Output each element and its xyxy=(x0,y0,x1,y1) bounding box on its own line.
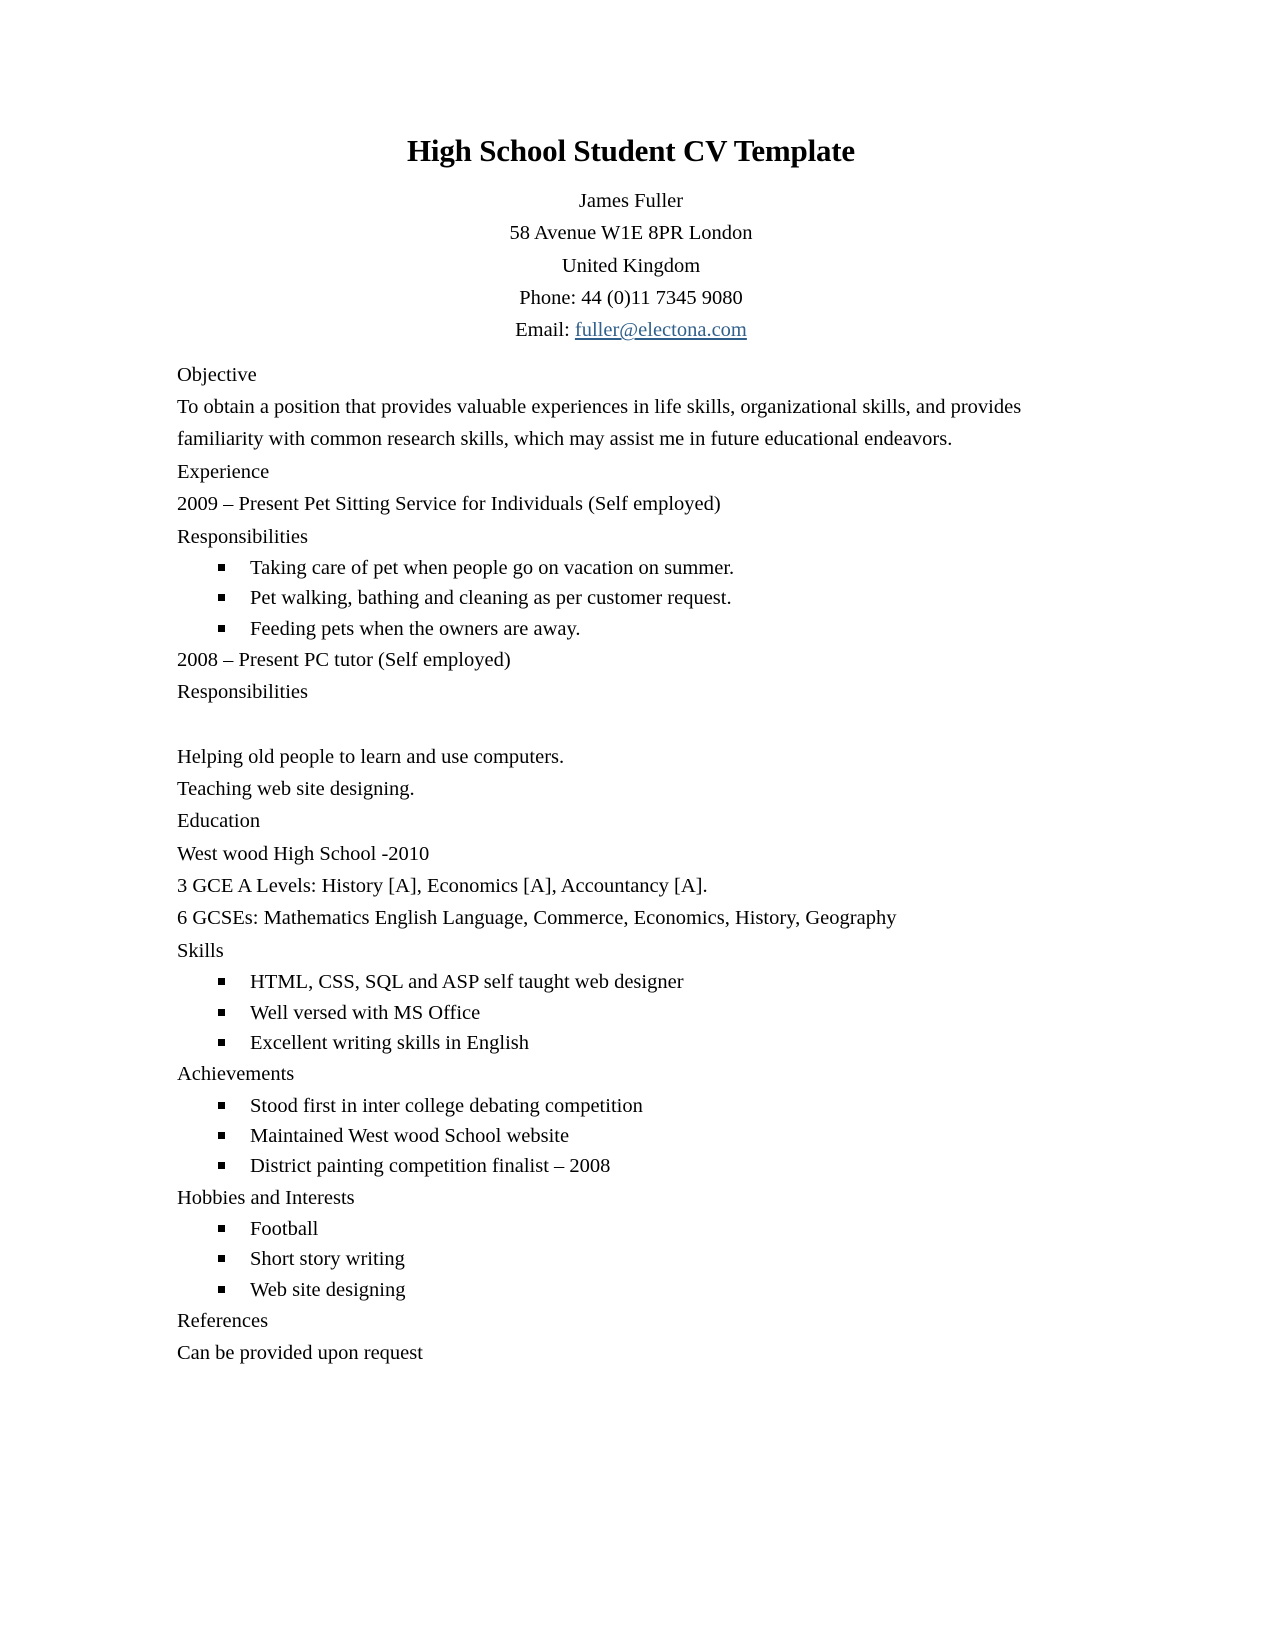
square-bullet-icon xyxy=(218,564,225,571)
list-item xyxy=(177,1214,1077,1244)
square-bullet-icon xyxy=(218,594,225,601)
experience-job1-bullet-list xyxy=(177,553,1077,644)
section-heading-education: Education xyxy=(177,810,261,833)
list-item xyxy=(177,614,1077,644)
square-bullet-icon xyxy=(218,1132,225,1139)
list-item-label: HTML, CSS, SQL and ASP self taught web designer xyxy=(250,971,684,994)
page-title: High School Student CV Template xyxy=(407,133,855,168)
list-item xyxy=(177,998,1077,1028)
square-bullet-icon xyxy=(218,1162,225,1169)
list-item-label: Stood first in inter college debating competition xyxy=(250,1094,643,1117)
candidate-name: James Fuller xyxy=(578,189,684,212)
list-item xyxy=(177,1151,1077,1181)
list-item-label: Excellent writing skills in English xyxy=(250,1031,530,1054)
square-bullet-icon xyxy=(218,1286,225,1293)
square-bullet-icon xyxy=(218,978,225,985)
section-heading-references: References xyxy=(177,1309,269,1332)
skills-bullet-list xyxy=(177,967,1077,1058)
candidate-country: United Kingdom xyxy=(561,254,701,277)
list-item xyxy=(177,583,1077,613)
candidate-address: 58 Avenue W1E 8PR London xyxy=(509,222,753,245)
hobbies-bullet-list xyxy=(177,1214,1077,1305)
list-item-label: Taking care of pet when people go on vacation on summer. xyxy=(250,556,735,579)
education-line-1: West wood High School -2010 xyxy=(177,842,430,865)
list-item-label: Well versed with MS Office xyxy=(250,1001,481,1024)
square-bullet-icon xyxy=(218,1255,225,1262)
email-link[interactable]: fuller@electona.com xyxy=(574,319,747,342)
section-heading-experience: Experience xyxy=(177,460,270,483)
section-heading-skills: Skills xyxy=(177,939,224,962)
section-heading-hobbies: Hobbies and Interests xyxy=(177,1186,355,1209)
square-bullet-icon xyxy=(218,1039,225,1046)
list-item-label: Pet walking, bathing and cleaning as per customer request. xyxy=(250,587,732,610)
list-item xyxy=(177,1028,1077,1058)
list-item-label: Maintained West wood School website xyxy=(250,1124,570,1147)
education-line-2: 3 GCE A Levels: History [A], Economics [A], Accountancy [A]. xyxy=(177,875,708,898)
list-item xyxy=(177,553,1077,583)
candidate-phone: Phone: 44 (0)11 7345 9080 xyxy=(519,286,743,309)
list-item xyxy=(177,1244,1077,1274)
list-item-label: Web site designing xyxy=(250,1278,406,1301)
resume-body xyxy=(177,132,1077,1370)
spacer-line xyxy=(177,709,1077,741)
square-bullet-icon xyxy=(218,1225,225,1232)
candidate-email-line xyxy=(177,314,1077,346)
square-bullet-icon xyxy=(218,1102,225,1109)
section-heading-objective: Objective xyxy=(177,363,257,386)
section-heading-achievements: Achievements xyxy=(177,1063,295,1086)
list-item-label: Football xyxy=(250,1217,319,1240)
list-item xyxy=(177,1275,1077,1305)
square-bullet-icon xyxy=(218,625,225,632)
experience-job1-responsibilities-heading: Responsibilities xyxy=(177,525,308,548)
list-item-label: Short story writing xyxy=(250,1248,405,1271)
education-line-3: 6 GCSEs: Mathematics English Language, Commerce, Economics, History, Geography xyxy=(177,907,897,930)
experience-job2-line-1: Helping old people to learn and use computers. xyxy=(177,745,565,768)
experience-job2-line-2: Teaching web site designing. xyxy=(177,777,415,800)
references-text: Can be provided upon request xyxy=(177,1342,423,1365)
achievements-bullet-list xyxy=(177,1091,1077,1182)
list-item xyxy=(177,1091,1077,1121)
experience-job1-title: 2009 – Present Pet Sitting Service for Individuals (Self employed) xyxy=(177,493,721,516)
square-bullet-icon xyxy=(218,1009,225,1016)
email-label: Email: xyxy=(515,319,575,342)
list-item-label: Feeding pets when the owners are away. xyxy=(250,617,581,640)
list-item xyxy=(177,1121,1077,1151)
objective-text: To obtain a position that provides valuable experiences in life skills, organizational skills, and provides familiarity with common research skills, which may assist me in future educational endeavors. xyxy=(177,396,1022,451)
list-item-label: District painting competition finalist – 2008 xyxy=(250,1155,611,1178)
list-item xyxy=(177,967,1077,997)
experience-job2-responsibilities-heading: Responsibilities xyxy=(177,681,308,704)
experience-job2-title: 2008 – Present PC tutor (Self employed) xyxy=(177,648,511,671)
